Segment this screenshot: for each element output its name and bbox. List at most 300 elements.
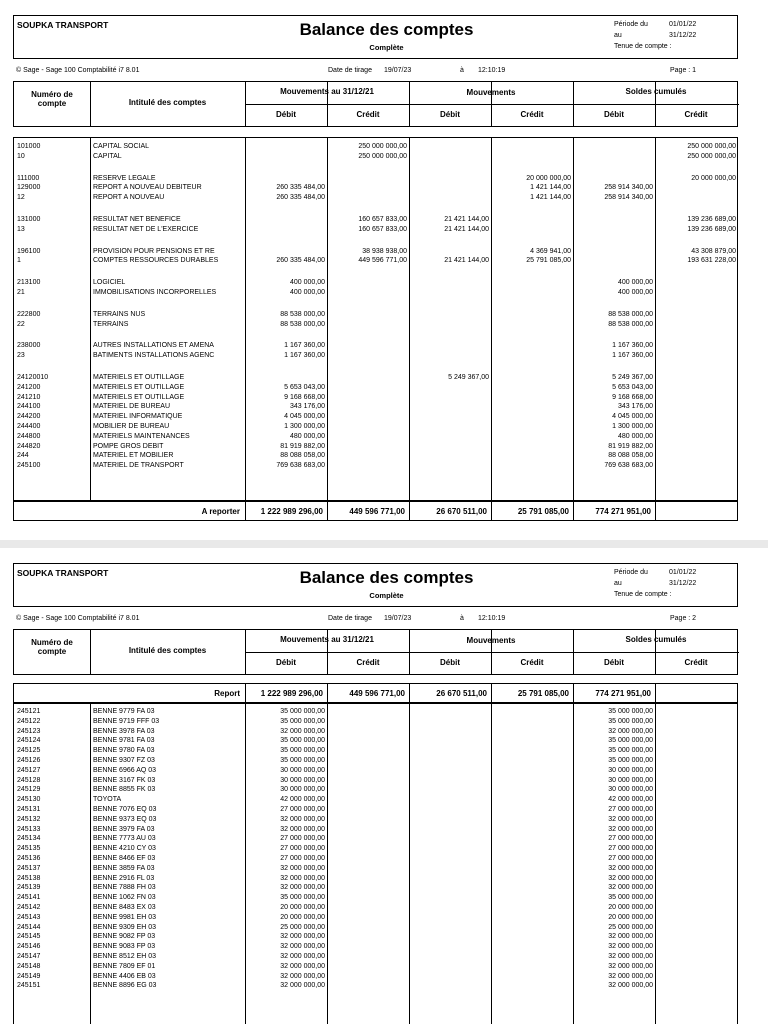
table-row xyxy=(14,815,739,825)
report-label: Report xyxy=(214,689,240,698)
amount-d3: 343 176,00 xyxy=(617,403,653,411)
amount-d1: 42 000 000,00 xyxy=(280,796,325,804)
account-label: COMPTES RESSOURCES DURABLES xyxy=(93,257,219,265)
account-label: BENNE 8896 EG 03 xyxy=(93,982,157,990)
account-label: BENNE 9307 FZ 03 xyxy=(93,757,155,764)
amount-d3: 32 000 000,00 xyxy=(608,864,653,872)
table-row xyxy=(14,193,739,203)
amount-d2: 21 421 144,00 xyxy=(444,216,489,223)
account-label: BENNE 9309 EH 03 xyxy=(93,923,157,931)
header-debit: Débit xyxy=(440,110,460,119)
account-number: 21 xyxy=(17,289,25,296)
date-tirage: 19/07/23 xyxy=(384,67,412,74)
amount-d1: 32 000 000,00 xyxy=(280,727,325,735)
table-row xyxy=(14,412,739,422)
account-label: MOBILIER DE BUREAU xyxy=(93,423,170,430)
amount-d1: 32 000 000,00 xyxy=(280,825,325,833)
amount-d1: 400 000,00 xyxy=(289,279,325,287)
header-credit: Crédit xyxy=(520,658,544,667)
total-d3: 774 271 951,00 xyxy=(595,507,651,516)
amount-d1: 32 000 000,00 xyxy=(280,874,325,882)
amount-d3: 35 000 000,00 xyxy=(608,894,653,902)
account-number: 244800 xyxy=(17,432,41,440)
account-label: CAPITAL xyxy=(93,152,122,160)
amount-d3: 32 000 000,00 xyxy=(608,815,653,823)
account-number: 241210 xyxy=(17,393,41,401)
header-numero: Numéro de compte xyxy=(31,90,73,108)
header-credit: Crédit xyxy=(356,658,380,667)
account-label: REPORT A NOUVEAU DEBITEUR xyxy=(93,184,202,192)
table-row xyxy=(14,225,739,235)
header-divider xyxy=(409,104,573,105)
amount-d3: 88 538 000,00 xyxy=(608,320,653,328)
header-intitule: Intitulé des comptes xyxy=(128,646,207,655)
account-number: 213100 xyxy=(17,279,41,287)
header-credit: Crédit xyxy=(684,110,708,119)
column-divider xyxy=(491,684,492,702)
table-row xyxy=(14,373,739,383)
amount-c1: 160 657 833,00 xyxy=(358,225,407,233)
table-row xyxy=(14,834,739,844)
amount-d3: 30 000 000,00 xyxy=(608,766,653,774)
amount-d1: 5 653 043,00 xyxy=(284,383,325,391)
amount-d3: 35 000 000,00 xyxy=(608,757,653,764)
amount-d1: 30 000 000,00 xyxy=(280,776,325,784)
amount-d3: 32 000 000,00 xyxy=(608,953,653,960)
tenue-label: Tenue de compte : xyxy=(614,591,672,598)
report-header xyxy=(13,15,738,59)
account-number: 244820 xyxy=(17,442,41,450)
table-row xyxy=(14,432,739,442)
accounts-table xyxy=(13,703,738,1024)
amount-c3: 139 236 689,00 xyxy=(687,225,736,233)
total-d2: 26 670 511,00 xyxy=(436,689,487,698)
amount-c3: 139 236 689,00 xyxy=(687,216,736,223)
table-row xyxy=(14,215,739,225)
account-label: AUTRES INSTALLATIONS ET AMENA xyxy=(93,342,214,350)
table-row xyxy=(14,942,739,952)
amount-c2: 25 791 085,00 xyxy=(526,257,571,265)
account-label: TERRAINS NUS xyxy=(93,310,146,318)
amount-d3: 32 000 000,00 xyxy=(608,825,653,833)
account-number: 245134 xyxy=(17,835,41,843)
amount-d3: 35 000 000,00 xyxy=(608,747,653,755)
account-label: BENNE 8483 EX 03 xyxy=(93,904,156,911)
table-row xyxy=(14,278,739,288)
amount-d3: 32 000 000,00 xyxy=(608,943,653,951)
account-number: 245128 xyxy=(17,776,41,784)
period-to-label: au xyxy=(614,32,622,39)
amount-d3: 30 000 000,00 xyxy=(608,776,653,784)
table-row xyxy=(14,766,739,776)
account-number: 111000 xyxy=(17,174,40,182)
amount-d3: 400 000,00 xyxy=(617,279,653,287)
account-number: 245143 xyxy=(17,913,41,921)
table-row xyxy=(14,451,739,461)
header-mouvements: Mouvements xyxy=(466,88,516,97)
account-label: BATIMENTS INSTALLATIONS AGENC xyxy=(93,352,215,360)
amount-d1: 32 000 000,00 xyxy=(280,864,325,872)
account-number: 22 xyxy=(17,320,25,328)
account-label: CAPITAL SOCIAL xyxy=(93,143,150,150)
amount-d1: 25 000 000,00 xyxy=(280,923,325,931)
account-label: BENNE 8466 EF 03 xyxy=(93,855,156,862)
header-divider xyxy=(245,104,409,105)
period-from: 01/01/22 xyxy=(669,21,697,28)
amount-d1: 32 000 000,00 xyxy=(280,953,325,960)
account-label: MATERIELS ET OUTILLAGE xyxy=(93,393,185,401)
column-divider xyxy=(655,502,656,520)
table-row xyxy=(14,962,739,972)
column-divider xyxy=(491,502,492,520)
table-row xyxy=(14,727,739,737)
account-number: 10 xyxy=(17,152,25,160)
report-title: Balance des comptes xyxy=(299,568,474,587)
table-row xyxy=(14,717,739,727)
amount-d3: 5 249 367,00 xyxy=(612,374,653,381)
header-numero: Numéro de compte xyxy=(31,638,73,656)
account-label: BENNE 3859 FA 03 xyxy=(93,864,155,872)
amount-d1: 27 000 000,00 xyxy=(280,835,325,843)
column-divider xyxy=(245,684,246,702)
table-row xyxy=(14,442,739,452)
amount-d1: 35 000 000,00 xyxy=(280,737,325,745)
table-row xyxy=(14,461,739,471)
amount-d1: 32 000 000,00 xyxy=(280,972,325,980)
account-label: BENNE 9781 FA 03 xyxy=(93,737,155,745)
account-label: BENNE 6966 AQ 03 xyxy=(93,766,157,774)
account-number: 245142 xyxy=(17,904,41,911)
amount-c3: 20 000 000,00 xyxy=(691,174,736,182)
account-label: MATERIEL ET MOBILIER xyxy=(93,452,174,460)
table-row xyxy=(14,256,739,266)
column-divider xyxy=(327,684,328,702)
table-row xyxy=(14,981,739,991)
amount-c3: 250 000 000,00 xyxy=(687,152,736,160)
header-divider xyxy=(245,652,409,653)
amount-d3: 32 000 000,00 xyxy=(608,874,653,882)
amount-d3: 20 000 000,00 xyxy=(608,913,653,921)
column-divider xyxy=(573,684,574,702)
account-label: BENNE 9373 EQ 03 xyxy=(93,815,157,823)
account-number: 245149 xyxy=(17,972,41,980)
amount-d3: 32 000 000,00 xyxy=(608,982,653,990)
table-row xyxy=(14,932,739,942)
amount-d1: 400 000,00 xyxy=(289,289,325,296)
column-header xyxy=(13,81,738,127)
account-label: MATERIEL DE TRANSPORT xyxy=(93,462,184,470)
amount-d1: 1 300 000,00 xyxy=(284,423,325,430)
table-row xyxy=(14,402,739,412)
amount-d3: 480 000,00 xyxy=(617,432,653,440)
amount-c3: 193 631 228,00 xyxy=(687,257,736,265)
amount-c2: 1 421 144,00 xyxy=(530,194,571,202)
account-label: POMPE GROS DEBIT xyxy=(93,442,164,450)
report-title: Balance des comptes xyxy=(299,20,474,39)
table-row xyxy=(14,913,739,923)
amount-d1: 81 919 882,00 xyxy=(280,442,325,450)
header-debit: Débit xyxy=(604,110,624,119)
table-row xyxy=(14,785,739,795)
amount-d3: 27 000 000,00 xyxy=(608,806,653,813)
report-subtitle: Complète xyxy=(369,591,404,600)
account-number: 23 xyxy=(17,352,25,360)
table-row xyxy=(14,795,739,805)
amount-d1: 343 176,00 xyxy=(289,403,325,411)
amount-d3: 27 000 000,00 xyxy=(608,845,653,853)
amount-c1: 250 000 000,00 xyxy=(358,152,407,160)
column-divider xyxy=(409,502,410,520)
header-mouvements: Mouvements xyxy=(466,636,516,645)
table-row xyxy=(14,183,739,193)
amount-d1: 35 000 000,00 xyxy=(280,717,325,725)
account-label: RESULTAT NET DE L'EXERCICE xyxy=(93,225,199,233)
table-row xyxy=(14,288,739,298)
amount-c1: 250 000 000,00 xyxy=(358,143,407,150)
amount-d3: 32 000 000,00 xyxy=(608,972,653,980)
account-number: 196100 xyxy=(17,247,41,255)
amount-d3: 258 914 340,00 xyxy=(604,194,653,202)
total-d2: 26 670 511,00 xyxy=(436,507,487,516)
header-mouvements-au: Mouvements au 31/12/21 xyxy=(280,635,374,644)
amount-d1: 35 000 000,00 xyxy=(280,708,325,715)
amount-d1: 4 045 000,00 xyxy=(284,413,325,421)
account-number: 245121 xyxy=(17,708,41,715)
header-soldes: Soldes cumulés xyxy=(625,635,687,644)
amount-d2: 21 421 144,00 xyxy=(444,225,489,233)
amount-d1: 32 000 000,00 xyxy=(280,933,325,941)
table-row xyxy=(14,844,739,854)
account-label: BENNE 9719 FFF 03 xyxy=(93,717,160,725)
amount-d1: 260 335 484,00 xyxy=(276,184,325,192)
header-soldes: Soldes cumulés xyxy=(625,87,687,96)
table-row xyxy=(14,152,739,162)
amount-d3: 32 000 000,00 xyxy=(608,884,653,892)
account-number: 245141 xyxy=(17,894,41,902)
total-c1: 449 596 771,00 xyxy=(349,507,405,516)
account-label: BENNE 3979 FA 03 xyxy=(93,825,155,833)
report-subtitle: Complète xyxy=(369,43,404,52)
amount-d3: 35 000 000,00 xyxy=(608,717,653,725)
amount-c3: 250 000 000,00 xyxy=(687,143,736,150)
account-number: 245139 xyxy=(17,884,41,892)
amount-d3: 1 167 360,00 xyxy=(612,352,653,360)
amount-d1: 32 000 000,00 xyxy=(280,962,325,970)
total-d1: 1 222 989 296,00 xyxy=(260,689,323,698)
account-number: 131000 xyxy=(17,216,41,223)
report-page-2 xyxy=(0,548,768,1024)
account-label: TOYOTA xyxy=(93,796,122,804)
account-number: 244200 xyxy=(17,413,41,421)
amount-d3: 32 000 000,00 xyxy=(608,962,653,970)
amount-d1: 30 000 000,00 xyxy=(280,786,325,794)
report-header xyxy=(13,563,738,607)
table-row xyxy=(14,174,739,184)
total-row xyxy=(13,501,738,521)
amount-d1: 769 638 683,00 xyxy=(276,462,325,470)
table-row xyxy=(14,952,739,962)
table-row xyxy=(14,893,739,903)
account-label: MATERIELS ET OUTILLAGE xyxy=(93,383,185,391)
account-number: 244 xyxy=(17,452,29,460)
software-label: © Sage - Sage 100 Comptabilité i7 8.01 xyxy=(16,615,140,622)
period-to: 31/12/22 xyxy=(669,32,697,39)
account-number: 245145 xyxy=(17,933,41,941)
amount-c3: 43 308 879,00 xyxy=(691,247,736,255)
header-mouvements-au: Mouvements au 31/12/21 xyxy=(280,87,374,96)
amount-d3: 27 000 000,00 xyxy=(608,855,653,862)
period-to: 31/12/22 xyxy=(669,580,697,587)
amount-d3: 32 000 000,00 xyxy=(608,933,653,941)
accounts-table xyxy=(13,137,738,501)
table-row xyxy=(14,864,739,874)
account-number: 245151 xyxy=(17,982,41,990)
header-credit: Crédit xyxy=(684,658,708,667)
amount-c2: 4 369 941,00 xyxy=(530,247,571,255)
header-divider xyxy=(409,652,573,653)
account-label: BENNE 3167 FK 03 xyxy=(93,776,156,784)
column-divider xyxy=(573,502,574,520)
amount-c1: 38 938 938,00 xyxy=(362,247,407,255)
amount-d3: 769 638 683,00 xyxy=(604,462,653,470)
total-d1: 1 222 989 296,00 xyxy=(260,507,323,516)
period-from: 01/01/22 xyxy=(669,569,697,576)
period-from-label: Période du xyxy=(614,569,648,576)
account-number: 245135 xyxy=(17,845,41,853)
tenue-label: Tenue de compte : xyxy=(614,43,672,50)
header-credit: Crédit xyxy=(356,110,380,119)
account-label: MATERIEL DE BUREAU xyxy=(93,403,171,411)
column-divider xyxy=(409,684,410,702)
account-number: 241200 xyxy=(17,383,41,391)
table-row xyxy=(14,903,739,913)
table-row xyxy=(14,972,739,982)
amount-d1: 27 000 000,00 xyxy=(280,845,325,853)
account-number: 245123 xyxy=(17,727,41,735)
account-label: REPORT A NOUVEAU xyxy=(93,194,165,202)
amount-d3: 9 168 668,00 xyxy=(612,393,653,401)
table-row xyxy=(14,393,739,403)
amount-d1: 260 335 484,00 xyxy=(276,257,325,265)
account-number: 222800 xyxy=(17,310,41,318)
table-row xyxy=(14,854,739,864)
amount-d1: 35 000 000,00 xyxy=(280,894,325,902)
amount-d1: 9 168 668,00 xyxy=(284,393,325,401)
column-divider xyxy=(655,684,656,702)
date-tirage: 19/07/23 xyxy=(384,615,412,622)
account-label: MATERIELS ET OUTILLAGE xyxy=(93,374,185,381)
account-number: 245138 xyxy=(17,874,41,882)
account-label: LOGICIEL xyxy=(93,279,126,287)
amount-d1: 32 000 000,00 xyxy=(280,815,325,823)
account-label: RESULTAT NET BENEFICE xyxy=(93,216,181,223)
amount-d1: 32 000 000,00 xyxy=(280,884,325,892)
table-row xyxy=(14,883,739,893)
account-label: BENNE 2916 FL 03 xyxy=(93,874,155,882)
table-row xyxy=(14,874,739,884)
account-label: BENNE 3978 FA 03 xyxy=(93,727,155,735)
amount-d1: 35 000 000,00 xyxy=(280,747,325,755)
account-label: MATERIEL INFORMATIQUE xyxy=(93,413,183,421)
amount-d3: 1 300 000,00 xyxy=(612,423,653,430)
account-label: BENNE 8855 FK 03 xyxy=(93,786,156,794)
account-label: BENNE 9779 FA 03 xyxy=(93,708,155,715)
amount-d3: 35 000 000,00 xyxy=(608,737,653,745)
amount-d1: 88 538 000,00 xyxy=(280,320,325,328)
amount-d3: 88 538 000,00 xyxy=(608,310,653,318)
account-label: RESERVE LEGALE xyxy=(93,174,156,182)
amount-c1: 160 657 833,00 xyxy=(358,216,407,223)
account-number: 245147 xyxy=(17,953,41,960)
account-label: BENNE 4406 EB 03 xyxy=(93,972,156,980)
period-from-label: Période du xyxy=(614,21,648,28)
period-to-label: au xyxy=(614,580,622,587)
table-row xyxy=(14,776,739,786)
table-row xyxy=(14,320,739,330)
amount-d3: 30 000 000,00 xyxy=(608,786,653,794)
account-number: 12 xyxy=(17,194,25,202)
table-row xyxy=(14,383,739,393)
column-divider xyxy=(245,502,246,520)
amount-d3: 35 000 000,00 xyxy=(608,708,653,715)
amount-d1: 35 000 000,00 xyxy=(280,757,325,764)
table-row xyxy=(14,142,739,152)
account-label: IMMOBILISATIONS INCORPORELLES xyxy=(93,289,217,296)
account-label: BENNE 7773 AU 03 xyxy=(93,835,156,843)
account-number: 244100 xyxy=(17,403,41,411)
amount-d3: 400 000,00 xyxy=(617,289,653,296)
account-number: 1 xyxy=(17,257,21,265)
amount-c1: 449 596 771,00 xyxy=(358,257,407,265)
account-number: 245125 xyxy=(17,747,41,755)
table-row xyxy=(14,341,739,351)
header-debit: Débit xyxy=(440,658,460,667)
account-label: MATERIELS MAINTENANCES xyxy=(93,432,190,440)
time-label: à xyxy=(460,67,464,74)
header-debit: Débit xyxy=(276,658,296,667)
amount-c2: 20 000 000,00 xyxy=(526,174,571,182)
column-header xyxy=(13,629,738,675)
header-divider xyxy=(573,104,739,105)
amount-d3: 42 000 000,00 xyxy=(608,796,653,804)
account-number: 129000 xyxy=(17,184,41,192)
amount-d1: 20 000 000,00 xyxy=(280,913,325,921)
table-row xyxy=(14,422,739,432)
amount-d3: 20 000 000,00 xyxy=(608,904,653,911)
account-number: 245133 xyxy=(17,825,41,833)
header-divider xyxy=(573,652,739,653)
amount-d3: 25 000 000,00 xyxy=(608,923,653,931)
time: 12:10:19 xyxy=(478,615,506,622)
amount-d1: 88 088 058,00 xyxy=(280,452,325,460)
table-row xyxy=(14,707,739,717)
date-tirage-label: Date de tirage xyxy=(328,67,372,74)
account-number: 245136 xyxy=(17,855,41,862)
total-c2: 25 791 085,00 xyxy=(517,507,569,516)
amount-d1: 32 000 000,00 xyxy=(280,982,325,990)
table-row xyxy=(14,736,739,746)
account-label: BENNE 9083 FP 03 xyxy=(93,943,156,951)
table-row xyxy=(14,825,739,835)
page-number: Page : 2 xyxy=(670,615,697,622)
amount-d2: 5 249 367,00 xyxy=(448,374,489,381)
account-label: BENNE 1062 FN 03 xyxy=(93,894,156,902)
company-name: SOUPKA TRANSPORT xyxy=(17,20,109,30)
time-label: à xyxy=(460,615,464,622)
table-row xyxy=(14,310,739,320)
account-label: BENNE 9981 EH 03 xyxy=(93,913,157,921)
table-row xyxy=(14,746,739,756)
